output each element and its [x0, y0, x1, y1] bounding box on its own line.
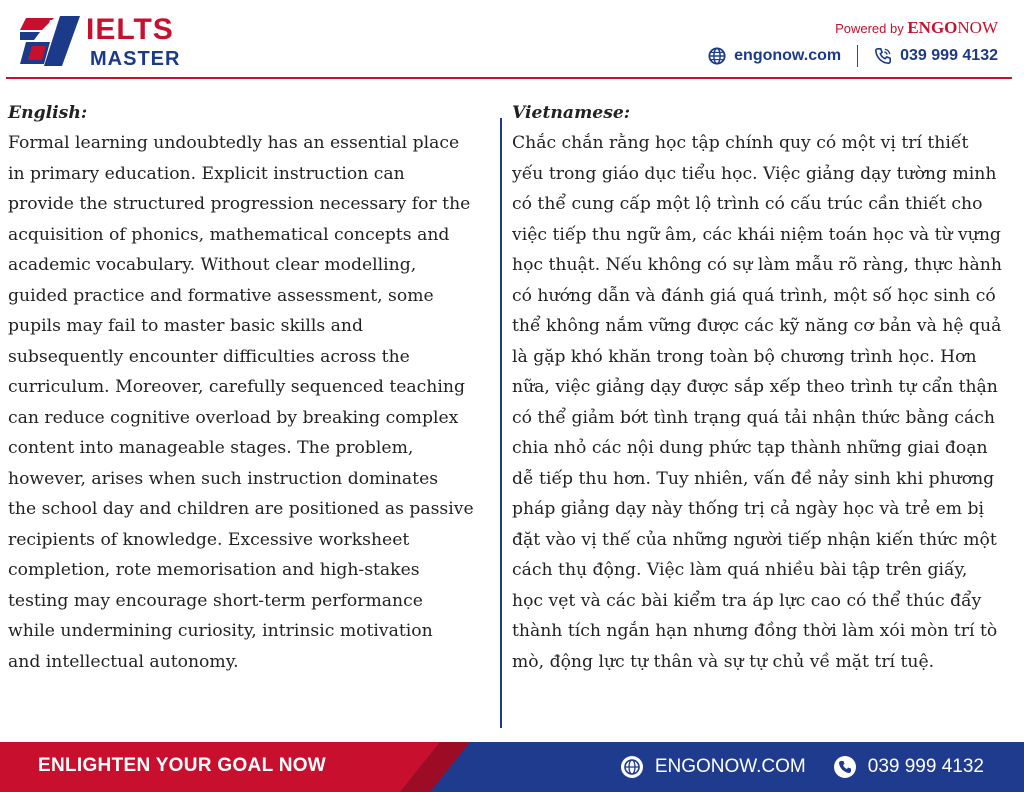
globe-icon — [708, 47, 726, 65]
phone-icon — [874, 47, 892, 65]
column-divider — [500, 118, 502, 728]
phone-icon — [834, 756, 856, 778]
footer-phone-link[interactable]: 039 999 4132 — [867, 756, 984, 777]
english-title: English: — [8, 103, 88, 123]
page-footer — [0, 742, 1024, 792]
logo-title-ielts: IELTS — [86, 13, 174, 46]
header-divider — [6, 77, 1012, 79]
header-contact — [708, 44, 998, 68]
vietnamese-text: Chắc chắn rằng học tập chính quy có một vị trí thiết yếu trong giáo dục tiểu học. Việc giảng dạy tường minh có thể cung cấp một lộ trình có cấu trúc cần thiết cho việc tiếp thu ngữ âm, các khái niệm toán học và từ vựng học thuật. Nếu không có sự làm mẫu rõ ràng, thực hành có hướng dẫn và đánh giá quá trình, một số học sinh có thể không nắm vững được các kỹ năng cơ bản và hệ quả là gặp khó khăn trong toàn bộ chương trình học. Hơn nữa, việc giảng dạy được sắp xếp theo trình tự cẩn thận có thể giảm bớt tình trạng quá tải nhận thức bằng cách chia nhỏ các nội dung phức tạp thành những giai đoạn dễ tiếp thu hơn. Tuy nhiên, vấn đề nảy sinh khi phương pháp giảng dạy này thống trị cả ngày học và trẻ em bị đặt vào vị thế của những người tiếp nhận kiến thức một cách thụ động. Việc làm quá nhiều bài tập trên giấy, học vẹt và các bài kiểm tra áp lực cao có thể thúc đẩy thành tích ngắn hạn nhưng đồng thời làm xói mòn trí tò mò, động lực tự thân và sự tự chủ về mặt trí tuệ. — [512, 133, 1002, 672]
footer-slogan: ENLIGHTEN YOUR GOAL NOW — [38, 755, 327, 776]
footer-website-link[interactable]: ENGONOW.COM — [654, 756, 806, 777]
footer-contact — [621, 754, 984, 780]
header-phone-link[interactable]: 039 999 4132 — [900, 47, 998, 64]
ielts-master-logo[interactable] — [20, 12, 190, 72]
powered-by — [835, 18, 998, 38]
logo-mark-icon — [20, 14, 82, 66]
vietnamese-column — [512, 98, 1020, 677]
powered-by-prefix: Powered by — [835, 21, 908, 36]
logo-title-master: MASTER — [90, 48, 181, 70]
header-contact-separator — [857, 45, 858, 67]
header-website-link[interactable]: engonow.com — [734, 47, 842, 64]
english-text: Formal learning undoubtedly has an essential place in primary education. Explicit instruction can provide the structured progression necessary for the acquisition of phonics, mathematical concepts and academic vocabulary. Without clear modelling, guided practice and formative assessment, some pupils may fail to master basic skills and subsequently encounter difficulties across the curriculum. Moreover, carefully sequenced teaching can reduce cognitive overload by breaking complex content into manageable stages. The problem, however, arises when such instruction dominates the school day and children are positioned as passive recipients of knowledge. Excessive worksheet completion, rote memorisation and high-stakes testing may encourage short-term performance while undermining curiosity, intrinsic motivation and intellectual autonomy. — [8, 133, 474, 672]
powered-by-brand: ENGO — [907, 18, 958, 37]
powered-by-brand-now: NOW — [957, 18, 998, 37]
english-column — [8, 98, 498, 677]
page-header — [0, 0, 1024, 80]
vietnamese-title: Vietnamese: — [512, 103, 631, 123]
globe-icon — [621, 756, 643, 778]
